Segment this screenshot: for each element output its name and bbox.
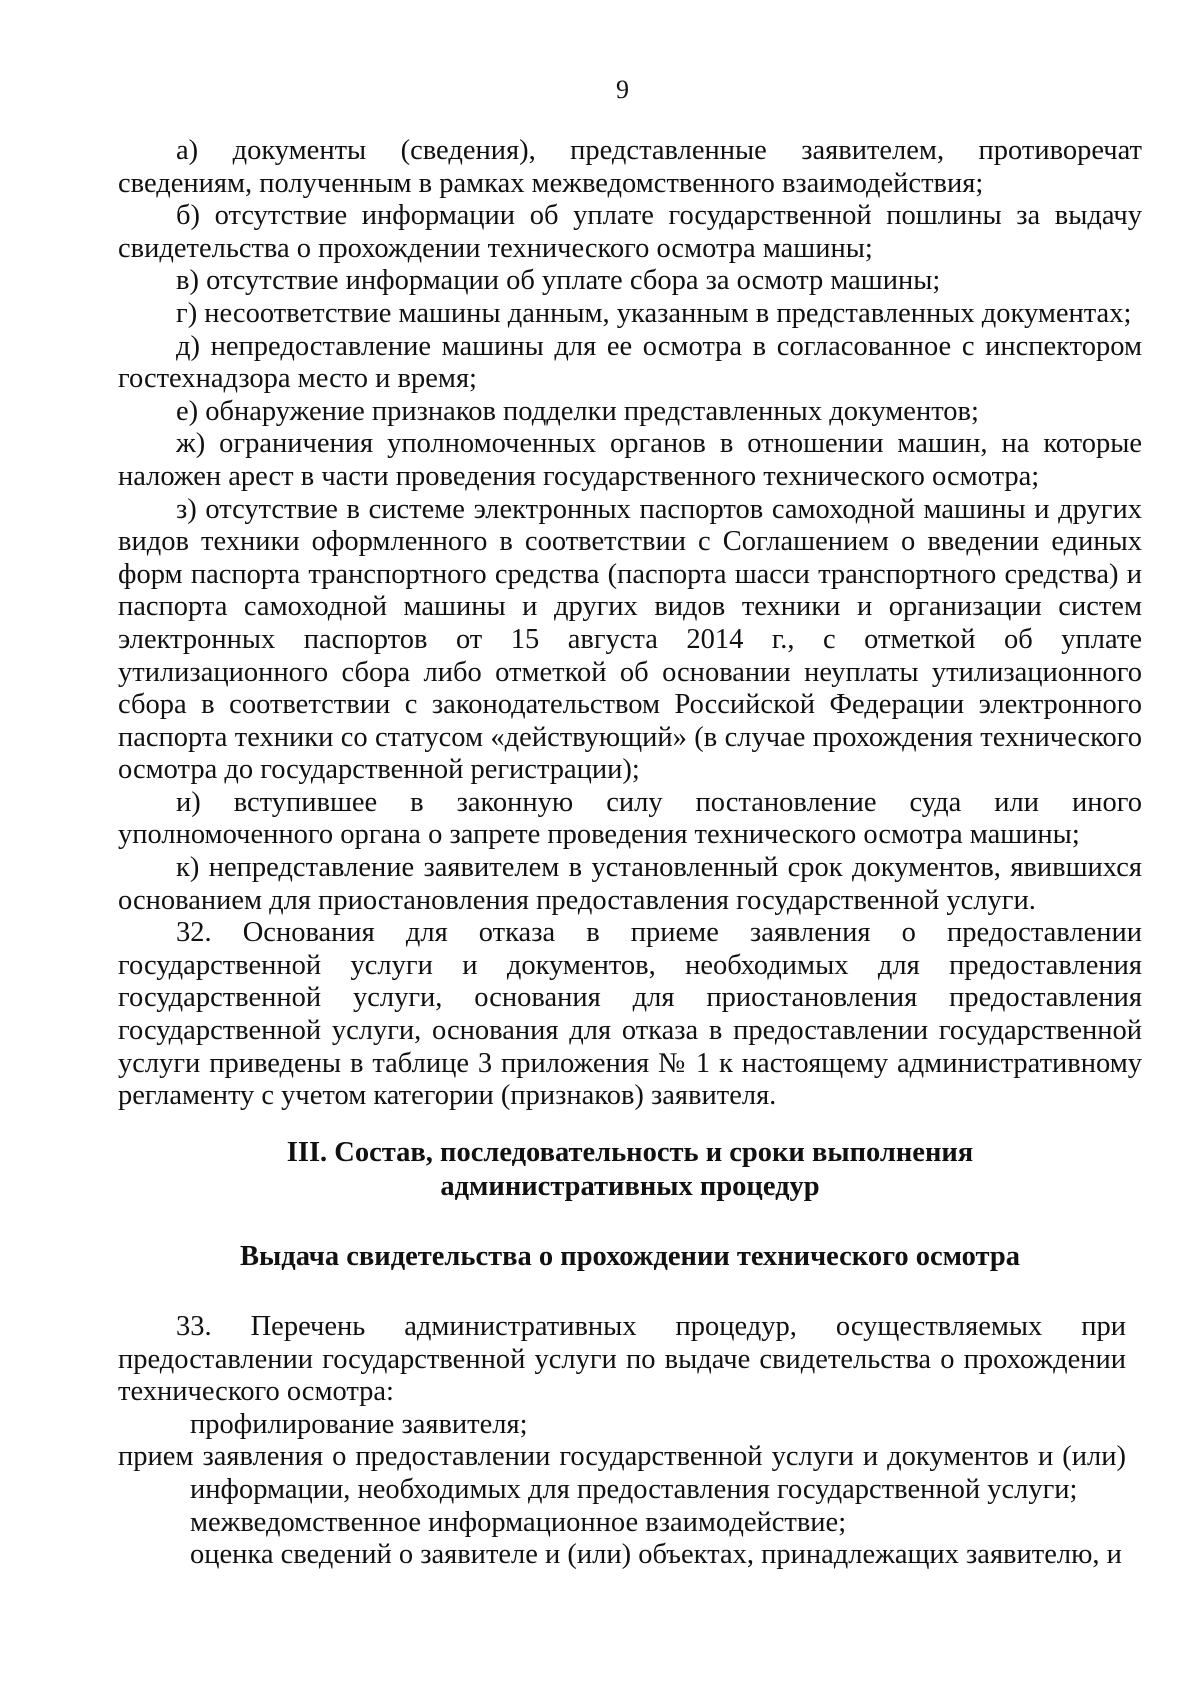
- paragraph-32: 32. Основания для отказа в приеме заявления о предоставлении государственной услуги и документов, необходимых для предоставления государственной услуги, основания для приостановления предоставления государственной услуги, основания для отказа в предоставлении государственной услуги приведены в таблице 3 приложения № 1 к настоящему административному регламенту с учетом категории (признаков) заявителя.: [118, 917, 1142, 1112]
- paragraph-item-b: б) отсутствие информации об уплате государственной пошлины за выдачу свидетельства о прохождении технического осмотра машины;: [118, 200, 1142, 264]
- paragraph-item-e: е) обнаружение признаков подделки представленных документов;: [176, 395, 979, 427]
- paragraph-item-z: з) отсутствие в системе электронных паспортов самоходной машины и других видов техники оформленного в соответствии с Соглашением о введении единых форм паспорта транспортного средства (паспорта шасси транспортного средства) и паспорта самоходной машины и других видов техники и организации систем электронных паспортов от 15 августа 2014 г., с отметкой об уплате утилизационного сбора либо отметкой об основании неуплаты утилизационного сбора в соответствии с законодательством Российской Федерации электронного паспорта техники со статусом «действующий» (в случае прохождения технического осмотра до государственной регистрации);: [118, 493, 1142, 786]
- body-text-top: [118, 135, 1142, 1113]
- subsection-heading: Выдача свидетельства о прохождении технического осмотра: [240, 1241, 1020, 1272]
- paragraph-item-a: а) документы (сведения), представленные заявителем, противоречат сведениям, полученным в рамках межведомственного взаимодействия;: [118, 135, 1142, 199]
- section-heading-line2: административных процедур: [440, 1171, 820, 1202]
- procedure-item-reception: прием заявления о предоставлении государственной услуги и документов и (или) информации, необходимых для предоставления государственной услуги;: [118, 1441, 1126, 1505]
- paragraph-33: 33. Перечень административных процедур, осуществляемых при предоставлении государственной услуги по выдаче свидетельства о прохождении технического осмотра:: [118, 1311, 1126, 1408]
- section-heading-line1: III. Состав, последовательность и сроки выполнения: [286, 1137, 974, 1168]
- paragraph-item-v: в) отсутствие информации об уплате сбора за осмотр машины;: [176, 265, 941, 297]
- section-heading: [118, 1136, 1142, 1204]
- paragraph-item-k: к) непредставление заявителем в установленный срок документов, явившихся основанием для приостановления предоставления государственной услуги.: [118, 852, 1142, 916]
- paragraph-item-g: г) несоответствие машины данным, указанным в представленных документах;: [176, 297, 1132, 329]
- paragraph-item-zh: ж) ограничения уполномоченных органов в отношении машин, на которые наложен арест в части проведения государственного технического осмотра;: [118, 428, 1142, 492]
- body-text-bottom: [118, 1311, 1126, 1572]
- procedure-item-profiling: профилирование заявителя;: [190, 1408, 528, 1440]
- procedure-item-assessment: оценка сведений о заявителе и (или) объектах, принадлежащих заявителю, и: [190, 1539, 1122, 1571]
- paragraph-item-i: и) вступившее в законную силу постановление суда или иного уполномоченного органа о запрете проведения технического осмотра машины;: [118, 786, 1142, 851]
- page-number: 9: [616, 75, 629, 104]
- procedure-item-interaction: межведомственное информационное взаимодействие;: [190, 1506, 847, 1538]
- paragraph-item-d: д) непредоставление машины для ее осмотра в согласованное с инспектором гостехнадзора место и время;: [118, 330, 1142, 395]
